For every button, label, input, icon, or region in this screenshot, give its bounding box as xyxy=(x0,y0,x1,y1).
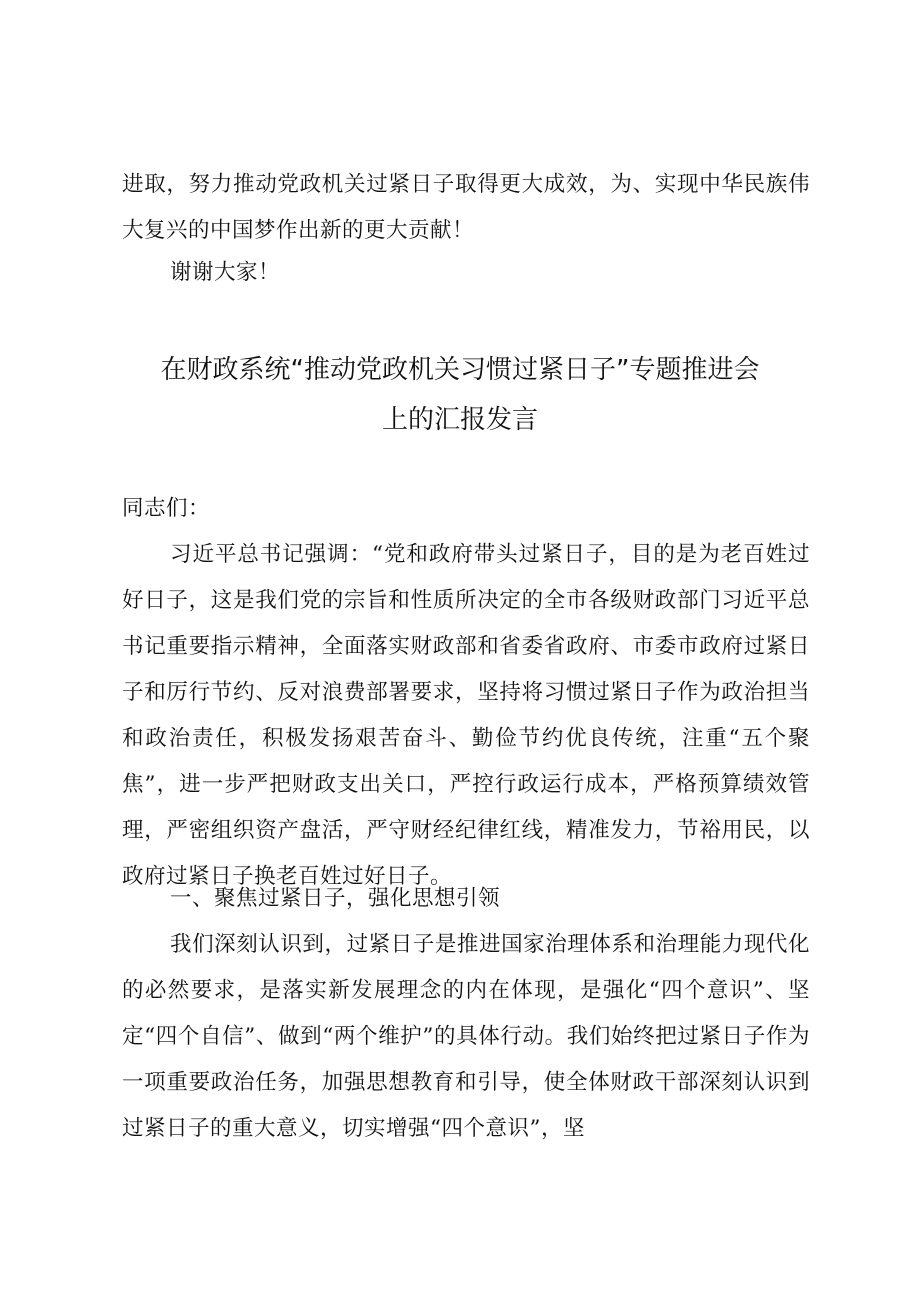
section-heading-1: 一、聚焦过紧日子，强化思想引领 xyxy=(170,886,501,911)
paragraph-1: 习近平总书记强调：“党和政府带头过紧日子，目的是为老百姓过好日子，这是我们党的宗旨和性质所决定的全市各级财政部门习近平总书记重要指示精神，全面落实财政部和省委省政府、市委市政府过紧日子和厉行节约、反对浪费部署要求，坚持将习惯过紧日子作为政治担当和政治责任，积极发扬艰苦奋斗、勤俭节约优良传统，注重“五个聚焦”，进一步严把财政支出关口，严控行政运行成本，严格预算绩效管理，严密组织资产盘活，严守财经纪律红线，精准发力，节裕用民，以政府过紧日子换老百姓过好日子。 xyxy=(122,542,810,889)
salutation: 同志们： xyxy=(122,496,211,521)
paragraph-2: 我们深刻认识到，过紧日子是推进国家治理体系和治理能力现代化的必然要求，是落实新发展理念的内在体现，是强化“四个意识”、坚定“四个自信”、做到“两个维护”的具体行动。我们始终把过紧日子作为一项重要政治任务，加强思想教育和引导，使全体财政干部深刻认识到过紧日子的重大意义，切实增强“四个意识”，坚 xyxy=(122,932,810,1141)
continuation-paragraph: 进取，努力推动党政机关过紧日子取得更大成效，为、实现中华民族伟大复兴的中国梦作出新的更大贡献！ xyxy=(122,172,810,243)
document-title-line1: 在财政系统“推动党政机关习惯过紧日子”专题推进会 xyxy=(160,355,760,385)
thanks-line: 谢谢大家！ xyxy=(170,260,281,285)
document-title-line2: 上的汇报发言 xyxy=(381,405,538,435)
